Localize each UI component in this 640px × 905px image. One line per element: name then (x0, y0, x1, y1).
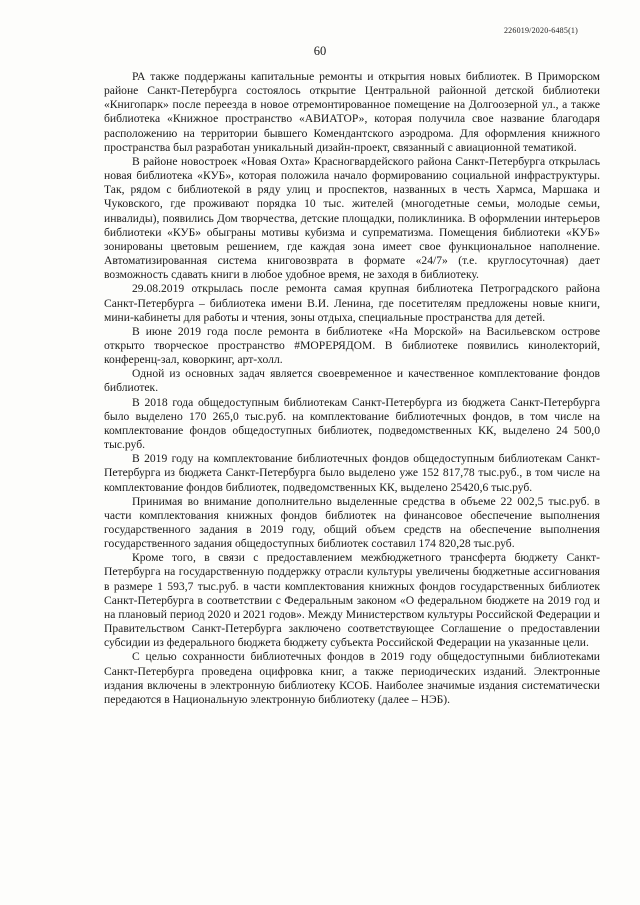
paragraph-funding-2019: В 2019 году на комплектование библиотечных фондов общедоступным библиотекам Санкт-Петербурга из бюджета Санкт-Петербурга было выделено уже 152 817,78 тыс.руб., в том числе на комплектование фондов библиотек, подведомственных КК, выделено 25420,6 тыс.руб. (104, 452, 600, 494)
paragraph-acquisition-task: Одной из основных задач является своевременное и качественное комплектование фондов библиотек. (104, 367, 600, 395)
paragraph-kub-library: В районе новостроек «Новая Охта» Красногвардейского района Санкт-Петербурга открылась новая библиотека «КУБ», которая положила начало формированию социальной инфраструктуры. Так, рядом с библиотекой в ряду улиц и проспектов, названных в честь Хармса, Маршака и Чуковского, где проживают порядка 10 тыс. жителей (многодетные семьи, молодые семьи, инвалиды), появились Дом творчества, детские площадки, поликлиника. В оформлении интерьеров библиотеки «КУБ» обыграны мотивы кубизма и супрематизма. Помещения библиотеки «КУБ» зонированы цветовым решением, где каждая зона имеет свое функциональное наполнение. Автоматизированная система книговозврата в формате «24/7» (т.е. круглосуточная) дает возможность сдавать книги в любое удобное время, не заходя в библиотеку. (104, 154, 600, 282)
paragraph-digitization: С целью сохранности библиотечных фондов в 2019 году общедоступными библиотеками Санкт-Петербурга проведена оцифровка книг, а также периодических изданий. Электронные издания включены в электронную библиотеку КСОБ. Наиболее значимые издания систематически передаются в Национальную электронную библиотеку (далее – НЭБ). (104, 650, 600, 706)
paragraph-federal-transfer: Кроме того, в связи с предоставлением межбюджетного трансферта бюджету Санкт-Петербурга на государственную поддержку отрасли культуры увеличены бюджетные ассигнования в размере 1 593,7 тыс.руб. в части комплектования книжных фондов государственных библиотек Санкт-Петербурга в соответствии с Федеральным законом «О федеральном бюджете на 2019 год и на плановый период 2020 и 2021 годов». Между Министерством культуры Российской Федерации и Правительством Санкт-Петербурга заключено соответствующее Соглашение о предоставлении субсидии из федерального бюджета бюджету субъекта Российской Федерации на указанные цели. (104, 551, 600, 650)
body-text (104, 70, 600, 707)
document-id: 226019/2020-6485(1) (503, 26, 578, 35)
paragraph-funding-2018: В 2018 года общедоступным библиотекам Санкт-Петербурга из бюджета Санкт-Петербурга было выделено 170 265,0 тыс.руб. на комплектование библиотечных фондов, в том числе на комплектование фондов общедоступных библиотек, подведомственных КК, выделено 24 500,0 тыс.руб. (104, 395, 600, 452)
page-number: 60 (313, 44, 327, 58)
paragraph-lenin-library: 29.08.2019 открылась после ремонта самая крупная библиотека Петроградского района Санкт-Петербурга – библиотека имени В.И. Ленина, где посетителям предложены новые книги, мини-кабинеты для работы и чтения, зоны отдыха, специальные пространства для детей. (104, 282, 600, 324)
paragraph-additional-funds: Принимая во внимание дополнительно выделенные средства в объеме 22 002,5 тыс.руб. в части комплектования книжных фондов библиотек на финансовое обеспечение выполнения государственного задания в 2019 году, общий объем средств на обеспечение выполнения государственного задания общедоступных библиотек составил 174 820,28 тыс.руб. (104, 494, 600, 551)
paragraph-new-libraries: РА также поддержаны капитальные ремонты и открытия новых библиотек. В Приморском районе Санкт-Петербурга состоялось открытие Центральной районной детской библиотеки «Книгопарк» после переезда в новое отремонтированное помещение на Долгоозерной ул., а также библиотека «Книжное пространство «АВИАТОР», которая получила свое название благодаря расположению на территории бывшего Комендантского аэродрома. Для оформления книжного пространства был разработан уникальный дизайн-проект, связанный с авиационной тематикой. (104, 70, 600, 154)
paragraph-na-morskoy: В июне 2019 года после ремонта в библиотеке «На Морской» на Васильевском острове открыто творческое пространство #МОРЕРЯДОМ. В библиотеке появились кинолекторий, конференц-зал, коворкинг, арт-холл. (104, 324, 600, 367)
